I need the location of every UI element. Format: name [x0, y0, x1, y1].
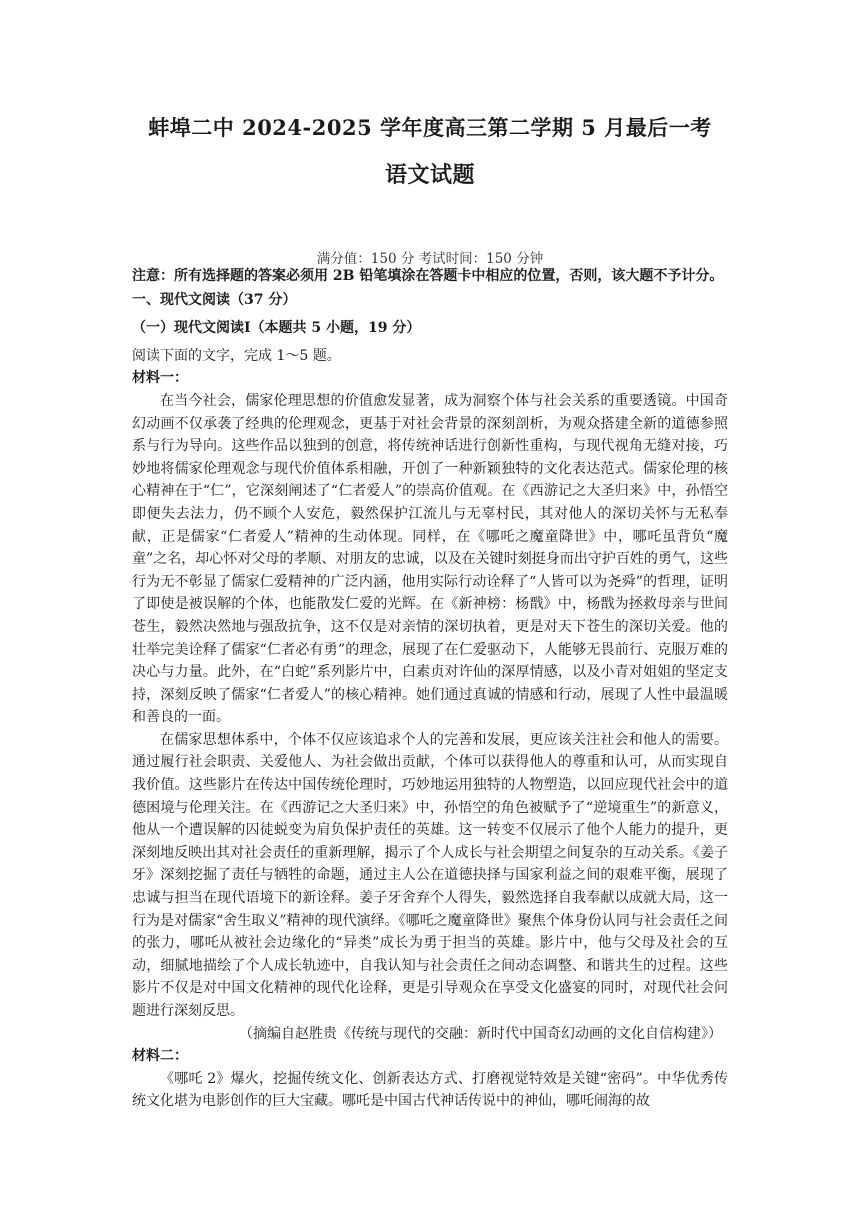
material-one-source: （摘编自赵胜贵《传统与现代的交融：新时代中国奇幻动画的文化自信构建》） — [239, 1025, 722, 1042]
material-two-paragraph: 《哪吒 2》爆火，挖掘传统文化、创新表达方式、打磨视觉特效是关键“密码”。中华优秀传统文化堪为电影创作的巨大宝藏。哪吒是中国古代神话传说中的神仙，哪吒闹海的故 — [132, 1070, 728, 1110]
section-heading: 一、现代文阅读（37 分） — [132, 291, 297, 308]
exam-content — [132, 265, 728, 1113]
instruction-text: 阅读下面的文字，完成 1～5 题。 — [132, 347, 341, 364]
exam-subtitle: 语文试题 — [384, 162, 475, 188]
material-one-paragraph: 在当今社会，儒家伦理思想的价值愈发显著，成为洞察个体与社会关系的重要透镜。中国奇幻动画不仅承袭了经典的伦理观念，更基于对社会背景的深刻剖析，为观众搭建全新的道德参照系与行为导向。这些作品以独到的创意，将传统神话进行创新性重构，与现代视角无缝对接，巧妙地将儒家伦理观念与现代价值体系相融，开创了一种新颖独特的文化表达范式。儒家伦理的核心精神在于“仁”，它深刻阐述了“仁者爱人”的崇高价值观。在《西游记之大圣归来》中，孙悟空即便失去法力，仍不顾个人安危，毅然保护江流儿与无辜村民，其对他人的深切关怀与无私奉献，正是儒家“仁者爱人”精神的生动体现。同样，在《哪吒之魔童降世》中，哪吒虽背负“魔童”之名，却心怀对父母的孝顺、对朋友的忠诚，以及在关键时刻挺身而出守护百姓的勇气，这些行为无不彰显了儒家仁爱精神的广泛内涵，他用实际行动诠释了“人皆可以为尧舜”的哲理，证明了即使是被误解的个体，也能散发仁爱的光辉。在《新神榜：杨戬》中，杨戬为拯救母亲与世间苍生，毅然决然地与强敌抗争，这不仅是对亲情的深切执着，更是对天下苍生的深切关爱。他的壮举完美诠释了儒家“仁者必有勇”的理念，展现了在仁爱驱动下，人能够无畏前行、克服万难的决心与力量。此外，在“白蛇”系列影片中，白素贞对许仙的深厚情感，以及小青对姐姐的坚定支持，深刻反映了儒家“仁者爱人”的核心精神。她们通过真诚的情感和行动，展现了人性中最温暖和善良的一面。 — [132, 392, 728, 726]
material-one-paragraph: 在儒家思想体系中，个体不仅应该追求个人的完善和发展，更应该关注社会和他人的需要。通过履行社会职责、关爱他人、为社会做出贡献，个体可以获得他人的尊重和认可，从而实现自我价值。这些影片在传达中国传统伦理时，巧妙地运用独特的人物塑造，以回应现代社会中的道德困境与伦理关注。在《西游记之大圣归来》中，孙悟空的角色被赋予了“逆境重生”的新意义，他从一个遭误解的囚徒蜕变为肩负保护责任的英雄。这一转变不仅展示了他个人能力的提升，更深刻地反映出其对社会责任的重新理解，揭示了个人成长与社会期望之间复杂的互动关系。《姜子牙》深刻挖掘了责任与牺牲的命题，通过主人公在道德抉择与国家利益之间的艰难平衡，展现了忠诚与担当在现代语境下的新诠释。姜子牙舍弃个人得失，毅然选择自我奉献以成就大局，这一行为是对儒家“舍生取义”精神的现代演绎。《哪吒之魔童降世》聚焦个体身份认同与社会责任之间的张力，哪吒从被社会边缘化的“异类”成长为勇于担当的英雄。影片中，他与父母及社会的互动，细腻地描绘了个人成长轨迹中，自我认知与社会责任之间动态调整、和谐共生的过程。这些影片不仅是对中国文化精神的现代化诠释，更是引导观众在享受文化盛宴的同时，对现代社会问题进行深刻反思。 — [132, 731, 728, 1019]
subsection-heading: （一）现代文阅读Ⅰ（本题共 5 小题，19 分） — [132, 320, 421, 337]
exam-meta: 满分值：150 分 考试时间：150 分钟 — [316, 251, 544, 267]
material-two-label: 材料二： — [132, 1048, 188, 1065]
material-one-label: 材料一： — [132, 370, 188, 387]
exam-title: 蚌埠二中 2024-2025 学年度高三第二学期 5 月最后一考 — [148, 115, 712, 140]
notice-text: 注意：所有选择题的答案必须用 2B 铅笔填涂在答题卡中相应的位置，否则，该大题不予计分。 — [132, 268, 724, 284]
